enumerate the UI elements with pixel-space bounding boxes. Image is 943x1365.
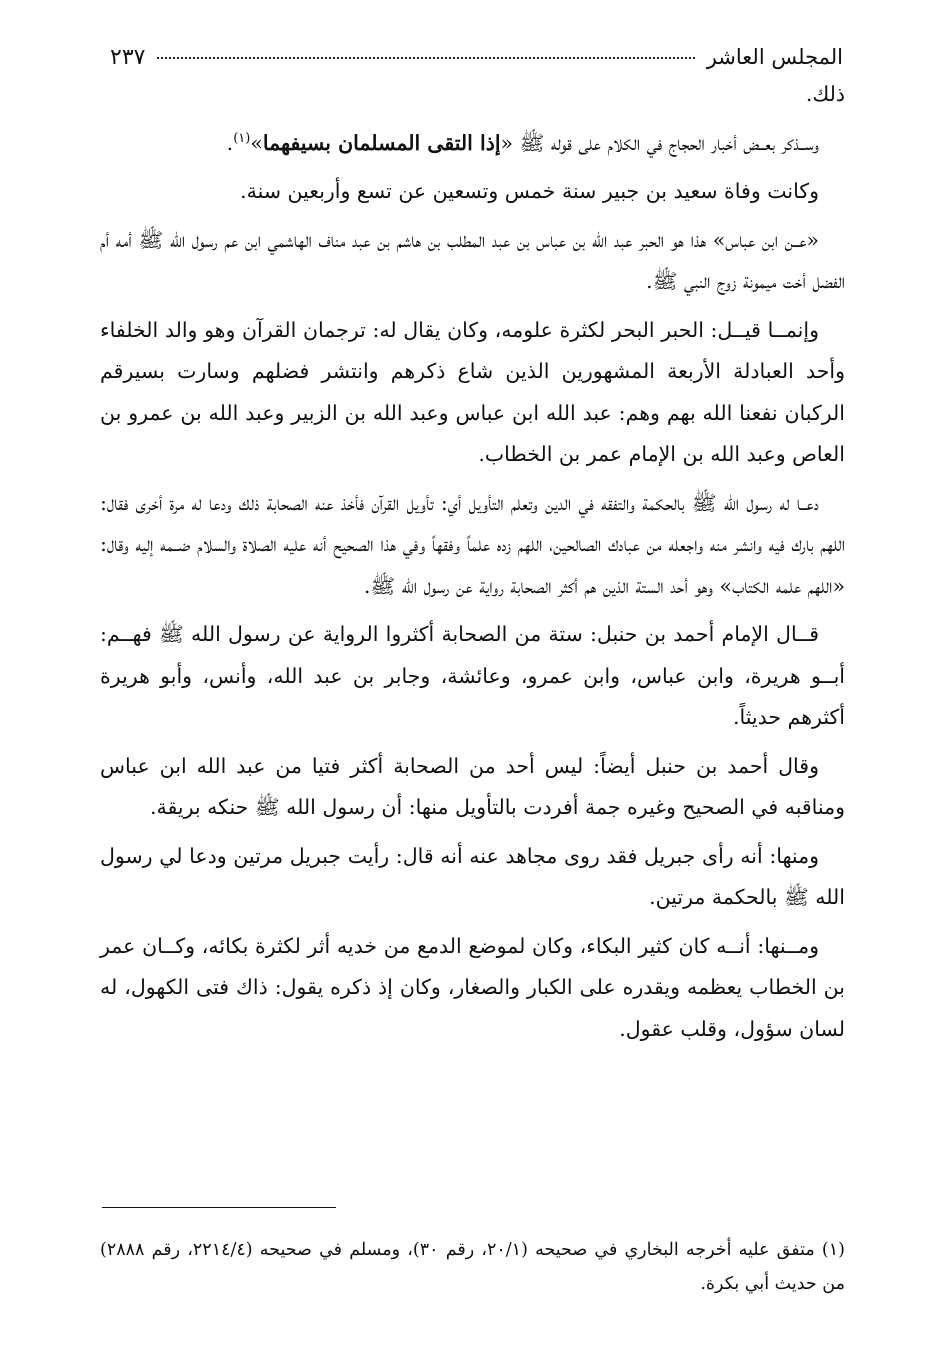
paragraph-5: وإنمــا قيــل: الحبر البحر لكثرة علومه، وكان يقال له: ترجمان القرآن وهو والد الخلفاء وأحد العبادلة الأربعة المشهورين الذين شاع ذكرهم وانتشر فضلهم وسارت بسيرقم الركبان نفعنا الله بهم وهم: عبد الله ابن عباس وعبد الله بن الزبير وعبد الله بن عمرو بن العاص وعبد الله بن الإمام عمر بن الخطاب. <box>100 317 845 466</box>
main-text <box>100 74 845 1057</box>
footnotes <box>100 1233 845 1301</box>
hadith-period: . <box>226 130 234 155</box>
paragraph-1: ذلك. <box>805 82 845 106</box>
page-header <box>110 40 843 74</box>
header-leader-dots <box>157 56 694 59</box>
paragraph-8: وقال أحمد بن حنبل أيضاً: ليس أحد من الصحابة أكثر فتيا من عبد الله ابن عباس ومناقبه في الصحيح وغيره جمة أفردت بالتأويل منها: أن رسول الله ﷺ حنكه بريقة. <box>100 753 845 819</box>
paragraph-7: قــال الإمام أحمد بن حنبل: ستة من الصحابة أكثروا الرواية عن رسول الله ﷺ فهــم: أبــو هريرة، وابن عباس، وابن عمرو، وعائشة، وجابر بن عبد الله، وأنس، وأبو هريرة أكثرهم حديثاً. <box>100 622 845 729</box>
paragraph-10: ومــنها: أنــه كان كثير البكاء، وكان لموضع الدمع من خديه أثر لكثرة بكائه، وكــان عمر بن الخطاب يعظمه ويقدره على الكبار والصغار، وكان إذ ذكره يقول: ذاك فتى الكهول، له لسان سؤول، وقلب عقول. <box>100 933 845 1041</box>
paragraph-3: وكانت وفاة سعيد بن جبير سنة خمس وتسعين عن تسع وأربعين سنة. <box>240 179 819 203</box>
running-title: المجلس العاشر <box>706 45 843 69</box>
paragraph-2-text: وســذكر بعــض أخبار الحجاج في الكلام على قوله ﷺ « <box>500 130 819 155</box>
hadith-quote: إذا التقى المسلمان بسيفهما <box>262 130 501 155</box>
footnote-marker[interactable]: (١) <box>233 130 251 146</box>
paragraph-9: ومنها: أنه رأى جبريل فقد روى مجاهد عنه أنه قال: رأيت جبريل مرتين ودعا لي رسول الله ﷺ بالحكمة مرتين. <box>100 843 845 909</box>
page-number: ٢٣٧ <box>110 44 146 70</box>
paragraph-2 <box>100 123 845 165</box>
footnote-1: (١) متفق عليه أخرجه البخاري في صحيحه (٢٠/١، رقم ٣٠)، ومسلم في صحيحه (٢٢١٤/٤، رقم ٢٨٨٨) من حديث أبي بكرة. <box>100 1240 845 1294</box>
hadith-close-quote: » <box>250 130 263 155</box>
paragraph-4: «عــن ابن عباس» هذا هو الحبر عبد الله بن عباس بن عبد المطلب بن هاشم بن عبد مناف الهاشمي ابن عم رسول الله ﷺ أمه أم الفضل أخت ميمونة زوج النبي ﷺ. <box>100 227 845 293</box>
paragraph-6: دعــا له رسول الله ﷺ بالحكمة والتفقه في الدين وتعلم التأويل أي: تأويل القرآن فأخذ عنه الصحابة ذلك ودعا له مرة أخرى فقال: اللهم بارك فيه وانشر منه واجعله من عبادك الصالحين، اللهم زده علماً وفقهاً وفي هذا الصحيح أنه عليه الصلاة والسلام ضــمه إليه وقال: «اللهم علمه الكتاب» وهو أحد الستة الذين هم أكثر الصحابة رواية عن رسول الله ﷺ. <box>100 490 845 598</box>
footnote-separator <box>102 1207 336 1208</box>
